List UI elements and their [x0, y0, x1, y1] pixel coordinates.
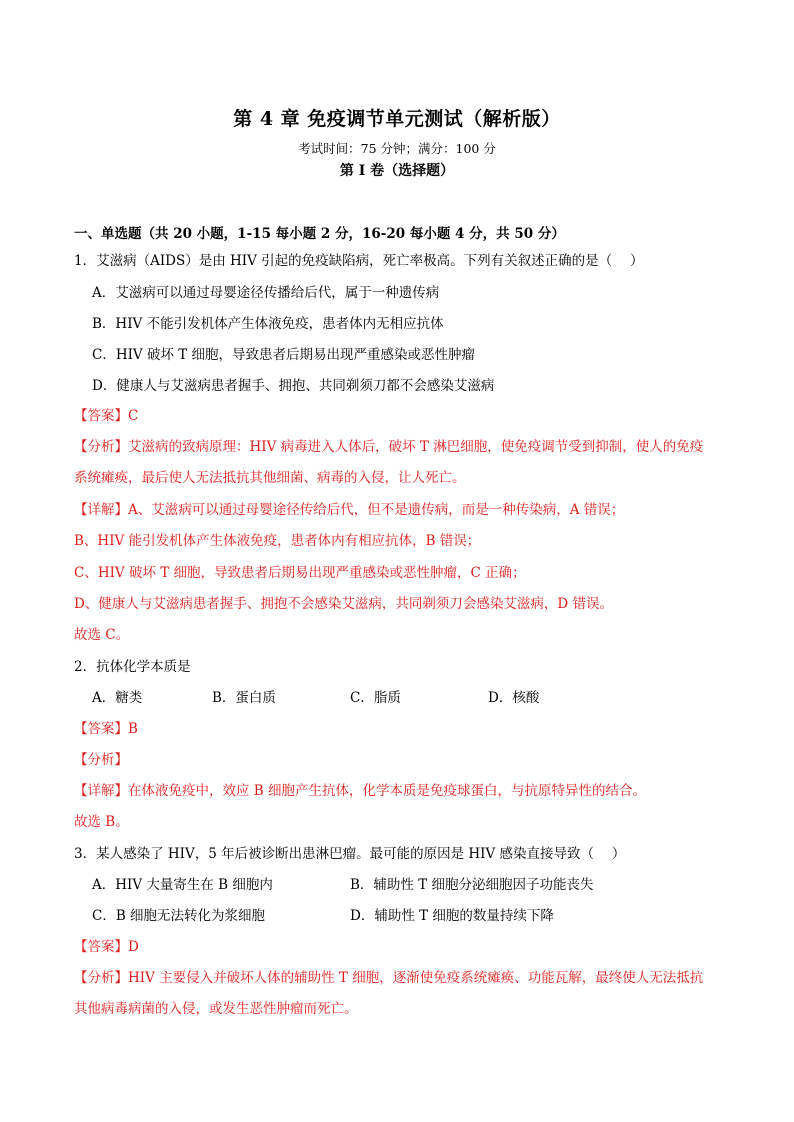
volume-title: 第 I 卷（选择题） — [339, 163, 455, 179]
q1-stem: 1．艾滋病（AIDS）是由 HIV 引起的免疫缺陷病，死亡率极高。下列有关叙述正确的是（ ） — [74, 253, 644, 269]
q1-detail-line-1 — [74, 498, 624, 518]
q3-stem: 3．某人感染了 HIV，5 年后被诊断出患淋巴瘤。最可能的原因是 HIV 感染直接导致（ ） — [74, 846, 626, 862]
q1-option-c: C．HIV 破坏 T 细胞，导致患者后期易出现严重感染或恶性肿瘤 — [92, 347, 476, 363]
q1-option-b: B．HIV 不能引发机体产生体液免疫，患者体内无相应抗体 — [92, 316, 444, 332]
section-heading: 一、单选题（共 20 小题，1-15 每小题 2 分，16-20 每小题 4 分，共 50 分） — [74, 226, 565, 242]
q3-option-d: D．辅助性 T 细胞的数量持续下降 — [350, 908, 554, 924]
q2-analysis: 【分析】 — [74, 752, 128, 768]
analysis-text: 艾滋病的致病原理：HIV 病毒进入人体后，破坏 T 淋巴细胞，使免疫调节受到抑制，使人的免疫 — [128, 439, 704, 455]
q3-option-a: A．HIV 大量寄生在 B 细胞内 — [92, 877, 273, 893]
q2-stem: 2．抗体化学本质是 — [74, 659, 191, 675]
analysis-tag: 【分析】 — [74, 970, 128, 986]
answer-value: D — [128, 939, 139, 955]
q1-analysis-line-1 — [74, 435, 703, 455]
q2-detail-line-1 — [74, 779, 646, 799]
q2-option-d: D．核酸 — [488, 690, 540, 706]
exam-info: 考试时间：75 分钟；满分：100 分 — [298, 141, 496, 156]
q3-option-c: C．B 细胞无法转化为浆细胞 — [92, 908, 266, 924]
detail-text: 在体液免疫中，效应 B 细胞产生抗体，化学本质是免疫球蛋白，与抗原特异性的结合。 — [128, 783, 647, 799]
q1-detail-line-2: B、HIV 能引发机体产生体液免疫，患者体内有相应抗体，B 错误； — [74, 533, 481, 549]
q1-detail-line-4: D、健康人与艾滋病患者握手、拥抱不会感染艾滋病，共同剃须刀会感染艾滋病，D 错误。 — [74, 596, 613, 612]
answer-tag: 【答案】 — [74, 721, 128, 737]
q2-option-a: A．糖类 — [92, 690, 143, 706]
analysis-text: HIV 主要侵入并破坏人体的辅助性 T 细胞，逐渐使免疫系统瘫痪、功能瓦解，最终使人无法抵抗 — [128, 970, 704, 986]
detail-text: A、艾滋病可以通过母婴途径传给后代，但不是遗传病，而是一种传染病，A 错误； — [128, 502, 625, 518]
q1-option-d: D．健康人与艾滋病患者握手、拥抱、共同剃须刀都不会感染艾滋病 — [92, 378, 495, 394]
q2-option-c: C．脂质 — [350, 690, 401, 706]
q3-analysis-line-2: 其他病毒病菌的入侵，或发生恶性肿瘤而死亡。 — [74, 1001, 358, 1017]
q2-answer — [74, 717, 138, 737]
q1-answer — [74, 404, 138, 424]
q1-detail-line-3: C、HIV 破坏 T 细胞，导致患者后期易出现严重感染或恶性肿瘤，C 正确； — [74, 565, 526, 581]
q2-conclusion: 故选 B。 — [74, 814, 129, 830]
answer-value: B — [128, 721, 138, 737]
q3-answer — [74, 935, 139, 955]
document-title: 第 4 章 免疫调节单元测试（解析版） — [233, 108, 561, 130]
q1-analysis-line-2: 系统瘫痪，最后使人无法抵抗其他细菌、病毒的入侵，让人死亡。 — [74, 470, 466, 486]
answer-tag: 【答案】 — [74, 939, 128, 955]
analysis-tag: 【分析】 — [74, 439, 128, 455]
detail-tag: 【详解】 — [74, 783, 128, 799]
answer-tag: 【答案】 — [74, 408, 128, 424]
q2-option-b: B．蛋白质 — [212, 690, 276, 706]
q3-analysis-line-1 — [74, 966, 703, 986]
answer-value: C — [128, 408, 139, 424]
q1-conclusion: 故选 C。 — [74, 627, 130, 643]
q3-option-b: B．辅助性 T 细胞分泌细胞因子功能丧失 — [350, 877, 594, 893]
detail-tag: 【详解】 — [74, 502, 128, 518]
q1-option-a: A．艾滋病可以通过母婴途径传播给后代，属于一种遗传病 — [92, 285, 440, 301]
